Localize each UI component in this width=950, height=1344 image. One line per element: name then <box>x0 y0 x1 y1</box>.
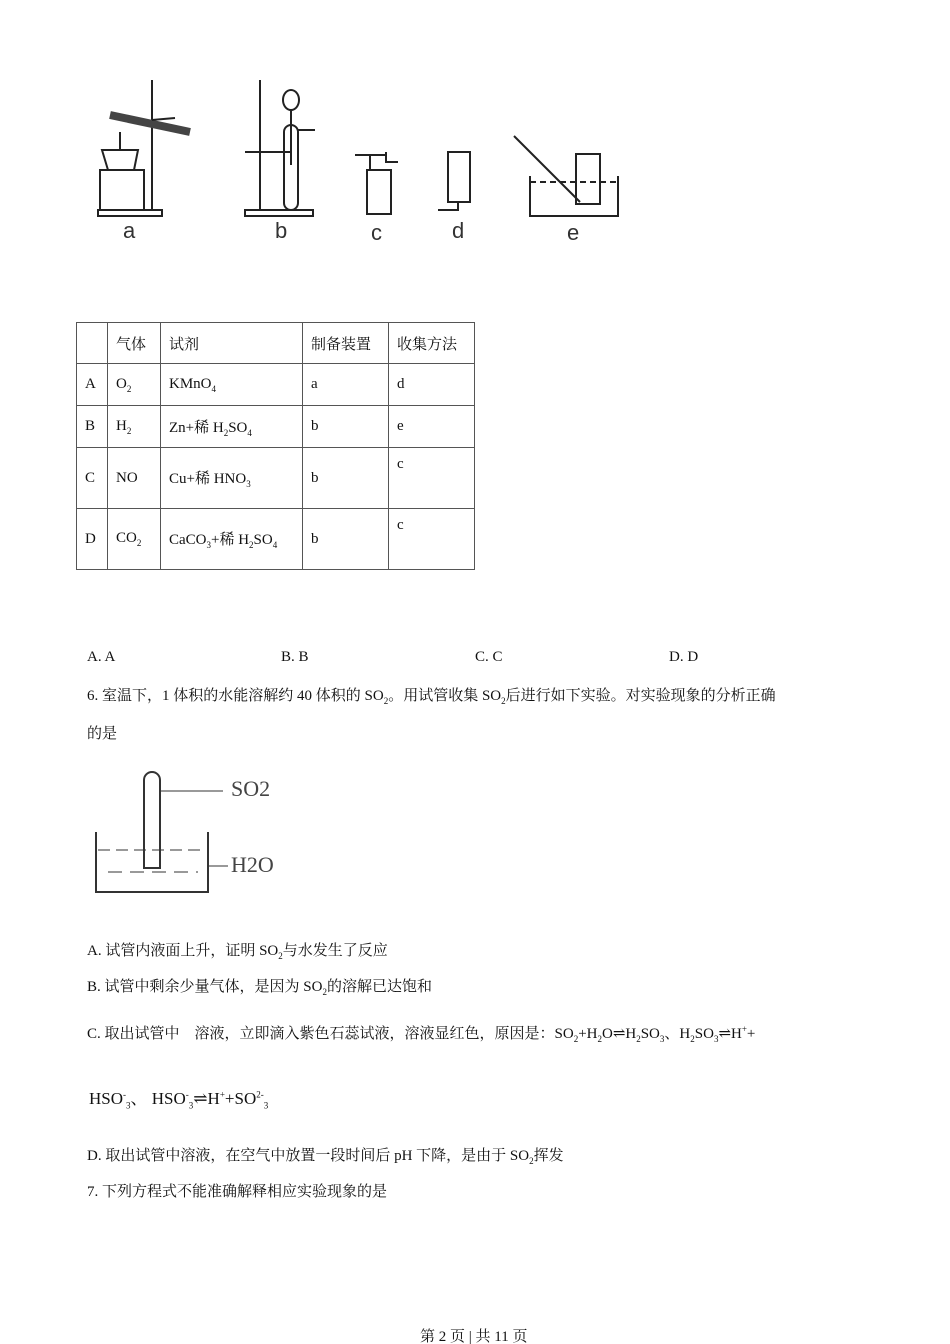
apparatus-e <box>514 136 618 216</box>
header-cell: 试剂 <box>161 323 303 364</box>
subscript: 3 <box>126 1100 131 1111</box>
text-segment: +H <box>578 1026 598 1042</box>
reagent-cell <box>161 509 303 570</box>
collect-cell: d <box>389 364 475 406</box>
text-segment: 挥发 <box>533 1148 564 1164</box>
subscript: 2 <box>223 427 229 438</box>
subscript: 2 <box>529 1156 534 1166</box>
q7-stem: 7. 下列方程式不能准确解释相应实验现象的是 <box>87 1184 388 1200</box>
apparatus-b <box>245 80 315 216</box>
q6-option-b[interactable] <box>87 975 432 997</box>
q5-option-b[interactable]: B. B <box>281 649 309 665</box>
figure-label-so2: SO2 <box>231 776 271 801</box>
superscript: - <box>123 1089 127 1100</box>
option-cell: D <box>77 509 108 570</box>
device-cell: b <box>303 406 389 448</box>
subscript: 2 <box>573 1034 579 1044</box>
text-segment: NO <box>116 469 138 486</box>
table-row <box>77 509 475 570</box>
text-segment: SO <box>694 1026 714 1042</box>
option-cell: C <box>77 448 108 509</box>
subscript: 4 <box>247 427 252 438</box>
gas-cell <box>108 448 161 509</box>
apparatus-label-d: d <box>452 218 465 243</box>
reagent-cell <box>161 448 303 509</box>
table-row <box>77 448 475 509</box>
q5-option-a[interactable]: A. A <box>87 649 116 665</box>
superscript: + <box>741 1024 747 1034</box>
text-segment: 、H <box>664 1026 691 1042</box>
q5-option-c[interactable]: C. C <box>475 649 503 665</box>
subscript: 3 <box>206 540 211 550</box>
text-segment: 。用试管收集 SO <box>388 688 502 704</box>
text-segment: + <box>224 1089 235 1108</box>
text-segment: + <box>746 1026 756 1042</box>
option-cell: B <box>77 406 108 448</box>
subscript: 3 <box>246 479 251 489</box>
header-cell: 制备装置 <box>303 323 389 364</box>
subscript: 3 <box>713 1034 719 1044</box>
collect-cell: c <box>389 448 475 509</box>
text-segment: O⇌H <box>601 1026 637 1042</box>
superscript: - <box>185 1089 189 1100</box>
table-row <box>77 364 475 406</box>
reagent-cell <box>161 364 303 406</box>
device-cell: b <box>303 448 389 509</box>
subscript: 3 <box>659 1034 665 1044</box>
text-segment: 与水发生了反应 <box>282 943 388 959</box>
header-cell: 气体 <box>108 323 161 364</box>
subscript: 2 <box>278 951 283 961</box>
apparatus-label-e: e <box>567 220 580 245</box>
gas-prep-table <box>76 322 475 570</box>
text-segment: 6. 室温下，1 体积的水能溶解约 40 体积的 SO <box>87 688 384 704</box>
text-segment: ⇌H <box>193 1089 220 1108</box>
text-segment: A. 试管内液面上升，证明 SO <box>87 943 279 959</box>
page-footer: 第 2 页 | 共 11 页 <box>420 1329 528 1344</box>
superscript: + <box>219 1089 225 1100</box>
subscript: 3 <box>263 1100 269 1111</box>
apparatus-a <box>98 80 190 216</box>
subscript: 2 <box>136 538 142 548</box>
figure-label-h2o: H2O <box>231 852 274 877</box>
apparatus-c <box>355 152 398 214</box>
subscript: 2 <box>501 696 506 706</box>
subscript: 2 <box>597 1034 602 1044</box>
device-cell: a <box>303 364 389 406</box>
header-cell: 收集方法 <box>389 323 475 364</box>
table-header-row <box>77 323 475 364</box>
gas-cell <box>108 509 161 570</box>
q6-option-c[interactable] <box>87 1022 755 1044</box>
text-segment: SO <box>234 1089 257 1108</box>
q6-stem-cont: 的是 <box>87 726 118 742</box>
subscript: 2 <box>322 987 327 997</box>
apparatus-d <box>438 152 470 210</box>
subscript: 4 <box>272 540 278 550</box>
text-segment: SO <box>253 532 273 548</box>
subscript: 2 <box>126 383 132 394</box>
apparatus-label-a: a <box>123 218 136 243</box>
subscript: 2 <box>249 540 254 550</box>
text-segment: C. 取出试管中 溶液，立即滴入紫色石蕊试液，溶液显红色，原因是：SO <box>87 1026 574 1042</box>
collect-cell: e <box>389 406 475 448</box>
q6-option-d[interactable] <box>87 1144 564 1166</box>
subscript: 4 <box>211 383 217 394</box>
q5-option-d[interactable]: D. D <box>669 649 699 665</box>
gas-cell <box>108 406 161 448</box>
header-cell <box>77 323 108 364</box>
option-cell: A <box>77 364 108 406</box>
reagent-cell <box>161 406 303 448</box>
subscript: 2 <box>690 1034 695 1044</box>
text-segment: O <box>116 375 127 392</box>
apparatus-label-c: c <box>371 220 382 245</box>
text-segment: SO <box>228 419 248 436</box>
text-segment: CO <box>116 530 137 546</box>
text-segment: Cu+稀 HNO <box>169 471 247 487</box>
q6-option-c-equation <box>89 1084 268 1110</box>
device-cell: b <box>303 509 389 570</box>
collect-cell: c <box>389 509 475 570</box>
apparatus-label-b: b <box>275 218 288 243</box>
text-segment: KMnO <box>169 375 212 392</box>
text-segment: D. 取出试管中溶液，在空气中放置一段时间后 pH 下降，是由于 SO <box>87 1148 530 1164</box>
table-row <box>77 406 475 448</box>
q6-option-a[interactable] <box>87 939 388 961</box>
superscript: 2- <box>256 1089 264 1100</box>
text-segment: CaCO <box>169 532 207 548</box>
text-segment: 、 HSO <box>130 1089 186 1108</box>
subscript: 2 <box>383 696 389 706</box>
text-segment: Zn+稀 H <box>169 419 224 436</box>
gas-cell <box>108 364 161 406</box>
text-segment: SO <box>640 1026 660 1042</box>
text-segment: +稀 H <box>211 532 250 548</box>
text-segment: B. 试管中剩余少量气体，是因为 SO <box>87 979 323 995</box>
subscript: 3 <box>188 1100 194 1111</box>
text-segment: H <box>116 417 127 434</box>
subscript: 2 <box>636 1034 641 1044</box>
text-segment: ⇌H <box>718 1026 742 1042</box>
subscript: 2 <box>126 425 132 436</box>
apparatus-figure <box>80 70 640 250</box>
text-segment: 的溶解已达饱和 <box>326 979 432 995</box>
q6-stem <box>87 684 776 706</box>
text-segment: HSO <box>89 1089 124 1108</box>
text-segment: 后进行如下实验。对实验现象的分析正确 <box>505 688 776 704</box>
